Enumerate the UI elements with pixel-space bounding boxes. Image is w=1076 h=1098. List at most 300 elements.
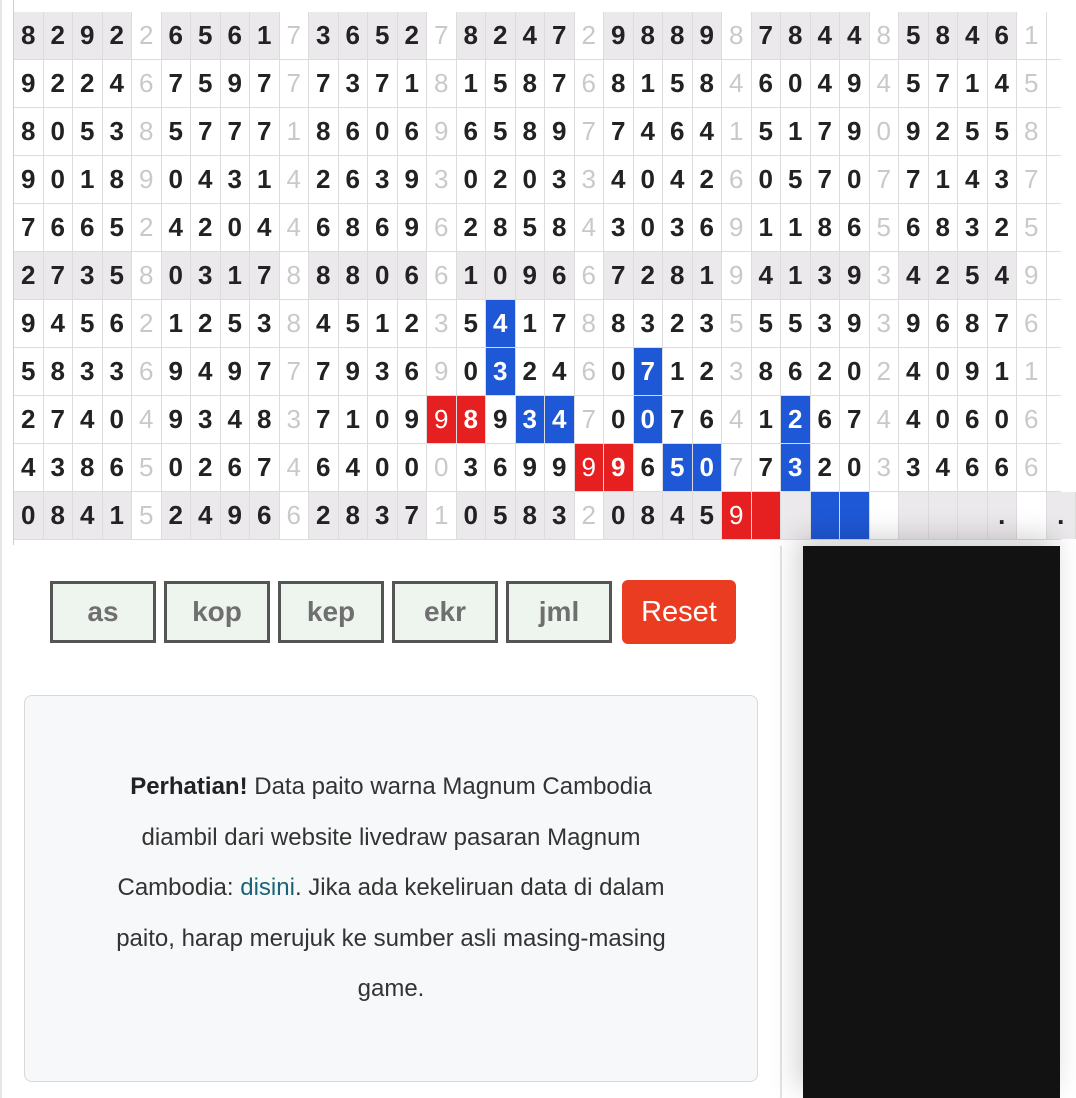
grid-cell[interactable]: 8: [693, 60, 723, 107]
grid-cell[interactable]: 5: [722, 300, 752, 347]
grid-cell[interactable]: 1: [752, 396, 782, 443]
grid-cell[interactable]: 6: [929, 300, 959, 347]
grid-cell[interactable]: 4: [663, 492, 693, 539]
grid-cell[interactable]: 8: [339, 204, 369, 251]
grid-cell[interactable]: 2: [132, 12, 162, 59]
grid-cell[interactable]: 0: [162, 252, 192, 299]
grid-cell[interactable]: 4: [545, 348, 575, 395]
grid-cell[interactable]: 6: [162, 12, 192, 59]
grid-cell[interactable]: 7: [368, 60, 398, 107]
grid-cell[interactable]: 2: [132, 204, 162, 251]
grid-cell[interactable]: 2: [663, 300, 693, 347]
grid-cell[interactable]: 2: [929, 108, 959, 155]
grid-cell[interactable]: [811, 492, 841, 539]
grid-cell[interactable]: 8: [309, 108, 339, 155]
grid-cell[interactable]: 5: [516, 204, 546, 251]
grid-cell[interactable]: 0: [604, 348, 634, 395]
grid-cell[interactable]: 6: [427, 252, 457, 299]
grid-cell[interactable]: 4: [870, 60, 900, 107]
grid-cell[interactable]: 1: [280, 108, 310, 155]
grid-cell[interactable]: 8: [309, 252, 339, 299]
grid-cell[interactable]: 3: [103, 108, 133, 155]
grid-cell[interactable]: 2: [486, 156, 516, 203]
grid-cell[interactable]: 9: [1017, 252, 1047, 299]
grid-cell[interactable]: 2: [309, 492, 339, 539]
grid-cell[interactable]: 6: [958, 444, 988, 491]
grid-cell[interactable]: 7: [44, 396, 74, 443]
grid-cell[interactable]: 7: [250, 60, 280, 107]
grid-cell[interactable]: 1: [457, 252, 487, 299]
grid-cell[interactable]: 0: [457, 492, 487, 539]
grid-cell[interactable]: 0: [44, 108, 74, 155]
grid-cell[interactable]: 9: [221, 492, 251, 539]
grid-cell[interactable]: 6: [427, 204, 457, 251]
grid-cell[interactable]: 5: [781, 156, 811, 203]
grid-cell[interactable]: 2: [811, 348, 841, 395]
grid-cell[interactable]: 3: [781, 444, 811, 491]
grid-cell[interactable]: 9: [162, 396, 192, 443]
grid-cell[interactable]: 0: [221, 204, 251, 251]
grid-cell[interactable]: 8: [604, 300, 634, 347]
grid-cell[interactable]: [899, 492, 929, 539]
grid-cell[interactable]: 4: [811, 12, 841, 59]
grid-cell[interactable]: 4: [191, 156, 221, 203]
grid-cell[interactable]: 2: [634, 252, 664, 299]
grid-cell[interactable]: 1: [958, 60, 988, 107]
grid-cell[interactable]: 5: [221, 300, 251, 347]
grid-cell[interactable]: 6: [221, 444, 251, 491]
kop-button[interactable]: kop: [164, 581, 270, 643]
grid-cell[interactable]: 4: [958, 156, 988, 203]
grid-cell[interactable]: 1: [781, 108, 811, 155]
grid-cell[interactable]: 3: [693, 300, 723, 347]
grid-cell[interactable]: 9: [545, 444, 575, 491]
grid-cell[interactable]: 3: [427, 156, 457, 203]
grid-cell[interactable]: 1: [663, 348, 693, 395]
grid-cell[interactable]: 1: [457, 60, 487, 107]
grid-cell[interactable]: .: [988, 492, 1018, 539]
grid-cell[interactable]: 1: [1017, 348, 1047, 395]
grid-cell[interactable]: 8: [575, 300, 605, 347]
grid-cell[interactable]: 9: [14, 300, 44, 347]
grid-cell[interactable]: 7: [545, 12, 575, 59]
grid-cell[interactable]: [958, 492, 988, 539]
grid-cell[interactable]: 5: [457, 300, 487, 347]
grid-cell[interactable]: 2: [44, 60, 74, 107]
grid-cell[interactable]: 4: [604, 156, 634, 203]
grid-cell[interactable]: 0: [988, 396, 1018, 443]
grid-cell[interactable]: 3: [722, 348, 752, 395]
grid-cell[interactable]: 4: [988, 252, 1018, 299]
grid-cell[interactable]: 0: [634, 204, 664, 251]
grid-cell[interactable]: 1: [929, 156, 959, 203]
grid-cell[interactable]: 7: [988, 300, 1018, 347]
grid-cell[interactable]: 8: [132, 252, 162, 299]
grid-cell[interactable]: 8: [457, 12, 487, 59]
grid-cell[interactable]: 7: [634, 348, 664, 395]
grid-cell[interactable]: 0: [604, 492, 634, 539]
grid-cell[interactable]: 0: [44, 156, 74, 203]
as-button[interactable]: as: [50, 581, 156, 643]
ekr-button[interactable]: ekr: [392, 581, 498, 643]
grid-cell[interactable]: 0: [870, 108, 900, 155]
grid-cell[interactable]: 0: [752, 156, 782, 203]
grid-cell[interactable]: 6: [339, 108, 369, 155]
grid-cell[interactable]: 4: [988, 60, 1018, 107]
grid-cell[interactable]: 6: [1017, 444, 1047, 491]
grid-cell[interactable]: 8: [250, 396, 280, 443]
grid-cell[interactable]: 8: [339, 492, 369, 539]
grid-cell[interactable]: 9: [722, 252, 752, 299]
grid-cell[interactable]: 6: [663, 108, 693, 155]
grid-cell[interactable]: 4: [191, 348, 221, 395]
grid-cell[interactable]: 4: [103, 60, 133, 107]
grid-cell[interactable]: 0: [427, 444, 457, 491]
grid-cell[interactable]: 6: [398, 108, 428, 155]
grid-cell[interactable]: 9: [840, 60, 870, 107]
grid-cell[interactable]: 9: [958, 348, 988, 395]
grid-cell[interactable]: 3: [988, 156, 1018, 203]
grid-cell[interactable]: 6: [280, 492, 310, 539]
grid-cell[interactable]: 9: [162, 348, 192, 395]
grid-cell[interactable]: 4: [339, 444, 369, 491]
grid-cell[interactable]: 9: [221, 348, 251, 395]
grid-cell[interactable]: 2: [693, 348, 723, 395]
grid-cell[interactable]: 6: [339, 12, 369, 59]
grid-cell[interactable]: 5: [486, 492, 516, 539]
grid-cell[interactable]: 0: [693, 444, 723, 491]
grid-cell[interactable]: 3: [103, 348, 133, 395]
grid-cell[interactable]: 7: [663, 396, 693, 443]
grid-cell[interactable]: 1: [250, 156, 280, 203]
grid-cell[interactable]: 6: [781, 348, 811, 395]
grid-cell[interactable]: 8: [280, 300, 310, 347]
grid-cell[interactable]: 5: [899, 60, 929, 107]
grid-cell[interactable]: 9: [398, 156, 428, 203]
grid-cell[interactable]: 4: [899, 348, 929, 395]
grid-cell[interactable]: 4: [73, 396, 103, 443]
grid-cell[interactable]: 7: [250, 252, 280, 299]
grid-cell[interactable]: 0: [516, 156, 546, 203]
grid-cell[interactable]: 3: [73, 252, 103, 299]
grid-cell[interactable]: 2: [398, 300, 428, 347]
grid-cell[interactable]: 3: [250, 300, 280, 347]
grid-cell[interactable]: 4: [575, 204, 605, 251]
grid-cell[interactable]: 1: [988, 348, 1018, 395]
grid-cell[interactable]: 5: [191, 12, 221, 59]
grid-cell[interactable]: 7: [280, 60, 310, 107]
grid-cell[interactable]: 7: [191, 108, 221, 155]
grid-cell[interactable]: 6: [398, 348, 428, 395]
grid-cell[interactable]: 1: [427, 492, 457, 539]
grid-cell[interactable]: 1: [250, 12, 280, 59]
grid-cell[interactable]: 5: [663, 60, 693, 107]
grid-cell[interactable]: 7: [1017, 156, 1047, 203]
grid-cell[interactable]: 1: [693, 252, 723, 299]
grid-cell[interactable]: 9: [840, 300, 870, 347]
grid-cell[interactable]: 9: [14, 60, 44, 107]
grid-cell[interactable]: 4: [634, 108, 664, 155]
grid-cell[interactable]: 8: [103, 156, 133, 203]
grid-cell[interactable]: 2: [781, 396, 811, 443]
grid-cell[interactable]: 6: [634, 444, 664, 491]
grid-cell[interactable]: 7: [929, 60, 959, 107]
grid-cell[interactable]: 7: [545, 300, 575, 347]
grid-cell[interactable]: 9: [73, 12, 103, 59]
grid-cell[interactable]: 1: [339, 396, 369, 443]
grid-cell[interactable]: 2: [14, 396, 44, 443]
grid-cell[interactable]: 2: [575, 12, 605, 59]
grid-cell[interactable]: 7: [545, 60, 575, 107]
grid-cell[interactable]: 2: [191, 444, 221, 491]
grid-cell[interactable]: [781, 492, 811, 539]
grid-cell[interactable]: 8: [280, 252, 310, 299]
grid-cell[interactable]: 3: [368, 348, 398, 395]
grid-cell[interactable]: 0: [368, 108, 398, 155]
grid-cell[interactable]: 0: [368, 396, 398, 443]
grid-cell[interactable]: 6: [132, 348, 162, 395]
grid-cell[interactable]: 9: [14, 156, 44, 203]
grid-cell[interactable]: 5: [752, 300, 782, 347]
grid-cell[interactable]: 4: [44, 300, 74, 347]
grid-cell[interactable]: 1: [781, 204, 811, 251]
grid-cell[interactable]: 9: [221, 60, 251, 107]
grid-cell[interactable]: 7: [250, 444, 280, 491]
grid-cell[interactable]: 9: [575, 444, 605, 491]
grid-cell[interactable]: 7: [280, 12, 310, 59]
grid-cell[interactable]: 9: [840, 252, 870, 299]
grid-cell[interactable]: 0: [162, 444, 192, 491]
grid-cell[interactable]: 7: [250, 108, 280, 155]
grid-cell[interactable]: 3: [899, 444, 929, 491]
grid-cell[interactable]: 3: [870, 444, 900, 491]
grid-cell[interactable]: 9: [339, 348, 369, 395]
grid-cell[interactable]: 8: [752, 348, 782, 395]
grid-cell[interactable]: 1: [516, 300, 546, 347]
grid-cell[interactable]: 2: [988, 204, 1018, 251]
grid-cell[interactable]: 3: [870, 300, 900, 347]
grid-cell[interactable]: 3: [280, 396, 310, 443]
grid-cell[interactable]: 3: [811, 252, 841, 299]
grid-cell[interactable]: 3: [427, 300, 457, 347]
grid-cell[interactable]: 2: [191, 204, 221, 251]
grid-cell[interactable]: 1: [634, 60, 664, 107]
grid-cell[interactable]: 5: [958, 108, 988, 155]
grid-cell[interactable]: 3: [545, 156, 575, 203]
grid-cell[interactable]: 7: [899, 156, 929, 203]
grid-cell[interactable]: 8: [516, 108, 546, 155]
grid-cell[interactable]: 3: [486, 348, 516, 395]
grid-cell[interactable]: 9: [545, 108, 575, 155]
grid-cell[interactable]: 3: [368, 492, 398, 539]
grid-cell[interactable]: 6: [73, 204, 103, 251]
grid-cell[interactable]: 4: [191, 492, 221, 539]
grid-cell[interactable]: 4: [132, 396, 162, 443]
source-link[interactable]: disini: [240, 874, 295, 902]
grid-cell[interactable]: 2: [398, 12, 428, 59]
grid-cell[interactable]: 2: [811, 444, 841, 491]
grid-cell[interactable]: 9: [427, 348, 457, 395]
grid-cell[interactable]: 5: [752, 108, 782, 155]
grid-cell[interactable]: 7: [162, 60, 192, 107]
grid-cell[interactable]: 4: [958, 12, 988, 59]
grid-cell[interactable]: 4: [280, 204, 310, 251]
grid-cell[interactable]: 2: [132, 300, 162, 347]
grid-cell[interactable]: .: [1047, 492, 1076, 539]
grid-cell[interactable]: 4: [663, 156, 693, 203]
grid-cell[interactable]: 2: [486, 12, 516, 59]
grid-cell[interactable]: 5: [1017, 60, 1047, 107]
grid-cell[interactable]: 2: [44, 12, 74, 59]
jml-button[interactable]: jml: [506, 581, 612, 643]
grid-cell[interactable]: 5: [73, 108, 103, 155]
grid-cell[interactable]: 3: [663, 204, 693, 251]
grid-cell[interactable]: 8: [132, 108, 162, 155]
grid-cell[interactable]: 6: [899, 204, 929, 251]
grid-cell[interactable]: 5: [368, 12, 398, 59]
grid-cell[interactable]: 4: [486, 300, 516, 347]
grid-cell[interactable]: 6: [103, 444, 133, 491]
grid-cell[interactable]: 6: [309, 444, 339, 491]
grid-cell[interactable]: 8: [811, 204, 841, 251]
grid-cell[interactable]: [752, 492, 782, 539]
grid-cell[interactable]: 6: [575, 252, 605, 299]
grid-cell[interactable]: 7: [752, 444, 782, 491]
grid-cell[interactable]: 7: [752, 12, 782, 59]
grid-cell[interactable]: 8: [663, 252, 693, 299]
grid-cell[interactable]: 4: [693, 108, 723, 155]
grid-cell[interactable]: 3: [221, 156, 251, 203]
grid-cell[interactable]: 8: [457, 396, 487, 443]
grid-cell[interactable]: 6: [457, 108, 487, 155]
grid-cell[interactable]: 6: [840, 204, 870, 251]
grid-cell[interactable]: 4: [840, 12, 870, 59]
grid-cell[interactable]: 8: [14, 108, 44, 155]
grid-cell[interactable]: 9: [899, 300, 929, 347]
grid-cell[interactable]: 5: [132, 444, 162, 491]
grid-cell[interactable]: 0: [634, 396, 664, 443]
grid-cell[interactable]: 7: [398, 492, 428, 539]
grid-cell[interactable]: 0: [929, 348, 959, 395]
grid-cell[interactable]: 2: [870, 348, 900, 395]
grid-cell[interactable]: 4: [722, 60, 752, 107]
grid-cell[interactable]: 1: [103, 492, 133, 539]
kep-button[interactable]: kep: [278, 581, 384, 643]
grid-cell[interactable]: 9: [604, 12, 634, 59]
grid-cell[interactable]: 6: [988, 12, 1018, 59]
grid-cell[interactable]: 5: [103, 204, 133, 251]
grid-cell[interactable]: 2: [457, 204, 487, 251]
grid-cell[interactable]: 4: [899, 396, 929, 443]
grid-cell[interactable]: 4: [722, 396, 752, 443]
grid-cell[interactable]: 6: [1017, 396, 1047, 443]
grid-cell[interactable]: 8: [781, 12, 811, 59]
grid-cell[interactable]: 7: [280, 348, 310, 395]
grid-cell[interactable]: 6: [250, 492, 280, 539]
grid-cell[interactable]: 9: [722, 204, 752, 251]
grid-cell[interactable]: 3: [44, 444, 74, 491]
grid-cell[interactable]: 2: [693, 156, 723, 203]
grid-cell[interactable]: 0: [634, 156, 664, 203]
grid-cell[interactable]: 8: [634, 12, 664, 59]
grid-cell[interactable]: 7: [309, 60, 339, 107]
grid-cell[interactable]: 3: [368, 156, 398, 203]
grid-cell[interactable]: 7: [604, 252, 634, 299]
grid-cell[interactable]: 0: [398, 444, 428, 491]
grid-cell[interactable]: 7: [840, 396, 870, 443]
grid-cell[interactable]: 9: [398, 204, 428, 251]
grid-cell[interactable]: 7: [44, 252, 74, 299]
grid-cell[interactable]: 5: [132, 492, 162, 539]
reset-button[interactable]: Reset: [622, 580, 736, 644]
grid-cell[interactable]: 0: [840, 348, 870, 395]
grid-cell[interactable]: 9: [604, 444, 634, 491]
grid-cell[interactable]: 3: [309, 12, 339, 59]
grid-cell[interactable]: 8: [427, 60, 457, 107]
grid-cell[interactable]: 0: [457, 348, 487, 395]
grid-cell[interactable]: 3: [191, 396, 221, 443]
grid-cell[interactable]: 4: [545, 396, 575, 443]
grid-cell[interactable]: 6: [368, 204, 398, 251]
grid-cell[interactable]: 2: [516, 348, 546, 395]
grid-cell[interactable]: 0: [103, 396, 133, 443]
grid-cell[interactable]: 2: [309, 156, 339, 203]
grid-cell[interactable]: 6: [575, 60, 605, 107]
grid-cell[interactable]: 7: [870, 156, 900, 203]
grid-cell[interactable]: 9: [840, 108, 870, 155]
grid-cell[interactable]: 9: [516, 444, 546, 491]
grid-cell[interactable]: 8: [339, 252, 369, 299]
grid-cell[interactable]: 1: [1017, 12, 1047, 59]
grid-cell[interactable]: 2: [929, 252, 959, 299]
grid-cell[interactable]: 1: [162, 300, 192, 347]
grid-cell[interactable]: 5: [1017, 204, 1047, 251]
grid-cell[interactable]: 4: [280, 156, 310, 203]
grid-cell[interactable]: 4: [280, 444, 310, 491]
grid-cell[interactable]: 5: [486, 108, 516, 155]
grid-cell[interactable]: 9: [427, 396, 457, 443]
grid-cell[interactable]: 3: [339, 60, 369, 107]
grid-cell[interactable]: 3: [958, 204, 988, 251]
grid-cell[interactable]: 4: [250, 204, 280, 251]
grid-cell[interactable]: 7: [427, 12, 457, 59]
grid-cell[interactable]: 9: [899, 108, 929, 155]
grid-cell[interactable]: 7: [309, 348, 339, 395]
grid-cell[interactable]: 8: [634, 492, 664, 539]
grid-cell[interactable]: 4: [899, 252, 929, 299]
grid-cell[interactable]: 8: [14, 12, 44, 59]
grid-cell[interactable]: 8: [722, 12, 752, 59]
grid-cell[interactable]: 9: [486, 396, 516, 443]
grid-cell[interactable]: 5: [191, 60, 221, 107]
grid-cell[interactable]: 5: [988, 108, 1018, 155]
grid-cell[interactable]: 0: [840, 444, 870, 491]
grid-cell[interactable]: 6: [309, 204, 339, 251]
grid-cell[interactable]: 4: [870, 396, 900, 443]
grid-cell[interactable]: 4: [516, 12, 546, 59]
grid-cell[interactable]: 4: [752, 252, 782, 299]
grid-cell[interactable]: 4: [73, 492, 103, 539]
grid-cell[interactable]: 0: [368, 444, 398, 491]
grid-cell[interactable]: [1017, 492, 1047, 539]
grid-cell[interactable]: 3: [575, 156, 605, 203]
grid-cell[interactable]: 6: [752, 60, 782, 107]
grid-cell[interactable]: 3: [870, 252, 900, 299]
grid-cell[interactable]: 6: [988, 444, 1018, 491]
grid-cell[interactable]: 4: [929, 444, 959, 491]
grid-cell[interactable]: 6: [1017, 300, 1047, 347]
grid-cell[interactable]: 7: [722, 444, 752, 491]
